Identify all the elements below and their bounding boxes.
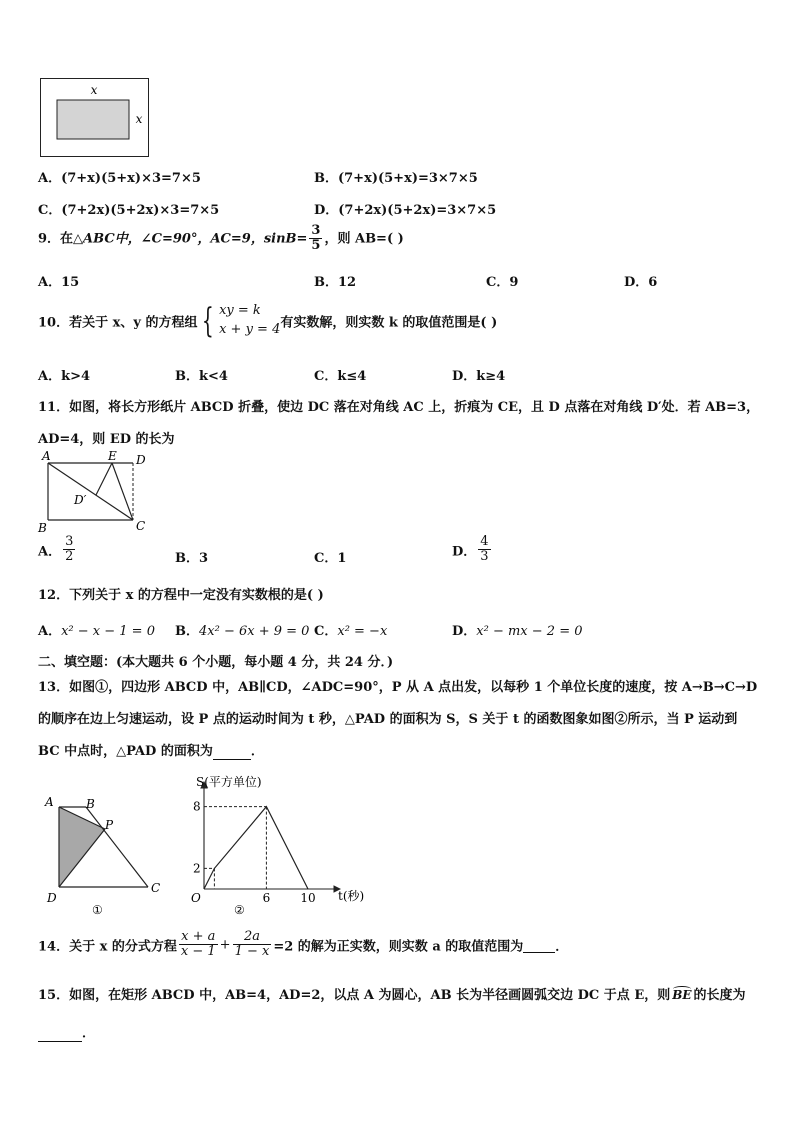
q11-a-num: 3 [65,534,74,549]
q12-b-eq: 4x² − 6x + 9 = 0 [199,624,310,639]
q10-eq2: x + y = 4 [219,321,281,337]
label-e: E [108,450,117,463]
q11-a-fraction [63,535,75,565]
q15-line1-tail: 的长度为 [693,988,746,1003]
q9-lead: 9．在 [38,231,74,247]
q8-option-c: C．(7+2x)(5+2x)×3=7×5 [38,203,220,218]
figure2-caption: ② [234,903,245,917]
figure1-caption: ① [92,903,103,917]
q9-option-d: D．6 [624,275,658,290]
crease-ce [112,463,133,520]
q13-figure1 [38,792,168,918]
q11-option-c: C．1 [314,551,347,566]
q15-arc-text: BE [672,988,692,1002]
q13-figure2-svg [182,772,392,920]
label-top-x: x [90,83,98,97]
q10-option-d: D．k≥4 [452,369,506,384]
q9-stem [38,224,404,254]
q12-option-a [38,620,155,639]
q10-lead: 10．若关于 x、y 的方程组 [38,315,198,331]
q14-lead: 14．关于 x 的分式方程 [38,939,177,955]
q9-option-a: A．15 [38,275,80,290]
q9-option-c: C．9 [486,275,519,290]
q15-answer-blank [38,1026,82,1042]
label-d: D [47,891,57,905]
q13-line3-text: BC 中点时，△PAD 的面积为 [38,744,213,759]
q12-c-label: C． [314,624,338,639]
label-a: A [45,795,54,809]
q13-line3-end: ． [250,744,264,759]
q11-d-fraction [478,535,490,565]
label-a: A [42,450,51,463]
q10-option-a: A．k>4 [38,369,91,384]
q11-figure-svg [32,450,162,536]
q14-tail: =2 的解为正实数，则实数 a 的取值范围为 [273,939,524,955]
q14-fraction2 [233,930,272,960]
q13-answer-blank [213,744,251,760]
q8-figure [40,78,150,158]
q8-option-d: D．(7+2x)(5+2x)=3×7×5 [314,203,497,218]
q12-option-c [314,620,387,639]
q10-stem [38,302,497,340]
q14-end: ． [555,939,569,955]
q12-stem: 12．下列关于 x 的方程中一定没有实数根的是( ) [38,588,324,603]
q13-line3 [38,740,264,760]
arc-symbol [673,986,690,992]
q12-b-label: B． [175,624,199,639]
q12-a-eq: x² − x − 1 = 0 [61,624,155,639]
segment-ed-prime [96,463,112,495]
tick-label-x6: 6 [262,891,271,905]
q11-figure [32,450,162,536]
q9-frac-num: 3 [311,223,321,238]
q12-d-eq: x² − mx − 2 = 0 [476,624,583,639]
q11-option-a [38,535,77,565]
q12-d-label: D． [452,624,477,639]
q11-d-label: D． [452,544,477,560]
label-d-prime: D′ [74,493,87,507]
q12-a-label: A． [38,624,62,639]
q14-f1-num: x + a [179,930,218,945]
q14-fraction1 [179,930,218,960]
q8-option-a: A．(7+x)(5+x)×3=7×5 [38,171,201,186]
q11-option-d [452,535,493,565]
tick-label-x10: 10 [300,891,316,905]
y-axis-label: S(平方单位) [196,775,262,789]
q11-d-den: 3 [480,549,489,565]
q14-plus: + [219,937,231,953]
q8-option-b: B．(7+x)(5+x)=3×7×5 [314,171,478,186]
q9-triangle: △ABC [73,231,115,247]
section-heading-fill-in: 二、填空题：(本大题共 6 个小题，每小题 4 分，共 24 分．) [38,655,394,670]
triangle-pad-shaded [59,807,105,887]
q9-frac-den: 5 [311,238,321,254]
q13-figure1-svg [38,792,168,918]
q11-a-den: 2 [65,549,74,565]
x-axis-label: t(秒) [338,889,365,903]
q15-arc-be [672,988,691,1002]
q13-line1: 13．如图①，四边形 ABCD 中，AB∥CD，∠ADC=90°，P 从 A 点出发，以每秒 1 个单位长度的速度，按 A→B→C→D [38,680,758,695]
q13-figure2 [182,772,392,920]
q10-option-b: B．k<4 [175,369,228,384]
label-b: B [38,521,47,535]
q15-line1-text: 15．如图，在矩形 ABCD 中，AB=4，AD=2，以点 A 为圆心，AB 长为半径画圆弧交边 DC 于点 E，则 [38,988,671,1003]
label-b: B [86,797,95,811]
q10-system [219,302,280,340]
q12-c-eq: x² = −x [337,624,388,639]
diagonal-ac [48,463,133,520]
q11-d-num: 4 [480,534,489,549]
q11-option-b: B．3 [175,551,209,566]
q13-line2: 的顺序在边上匀速运动，设 P 点的运动时间为 t 秒，△PAD 的面积为 S，S 关于 t 的函数图象如图②所示，当 P 运动到 [38,712,738,727]
q9-tail: ，则 AB=( ) [324,231,404,247]
q12-option-d [452,620,583,639]
q11-line2: AD=4，则 ED 的长为 [38,432,175,447]
q14-f2-den: 1 − x [234,944,270,960]
q14-f2-num: 2a [233,930,272,945]
label-d: D [136,453,146,467]
label-right-x: x [135,112,143,126]
tick-label-y2: 2 [193,861,201,876]
q10-brace: { [202,300,215,341]
q11-line1: 11．如图，将长方形纸片 ABCD 折叠，使边 DC 落在对角线 AC 上，折痕为 CE，且 D 点落在对角线 D′处．若 AB=3， [38,400,760,415]
q9-mid: 中，∠C=90°，AC=9，sinB= [114,231,308,247]
label-c: C [136,519,146,533]
label-c: C [151,881,161,895]
q15-line2 [38,1022,95,1042]
q14-answer-blank [523,937,555,953]
q10-option-c: C．k≤4 [314,369,367,384]
inner-rectangle [57,100,129,139]
q14-stem [38,930,568,960]
label-p: P [105,818,114,832]
q15-line2-end: ． [82,1026,96,1041]
q15-line1 [38,984,746,1003]
q14-f1-den: x − 1 [180,944,216,960]
origin-label: O [191,891,201,905]
q10-eq1: xy = k [219,303,261,318]
s-of-t-graph-line [204,807,308,889]
q9-option-b: B．12 [314,275,357,290]
q9-fraction [309,224,322,254]
q10-tail: 有实数解，则实数 k 的取值范围是( ) [280,315,498,331]
edge-bc [86,807,148,887]
q11-a-label: A． [38,544,62,560]
tick-label-y8: 8 [193,799,201,814]
q8-figure-svg [40,78,150,158]
q12-option-b [175,620,309,639]
